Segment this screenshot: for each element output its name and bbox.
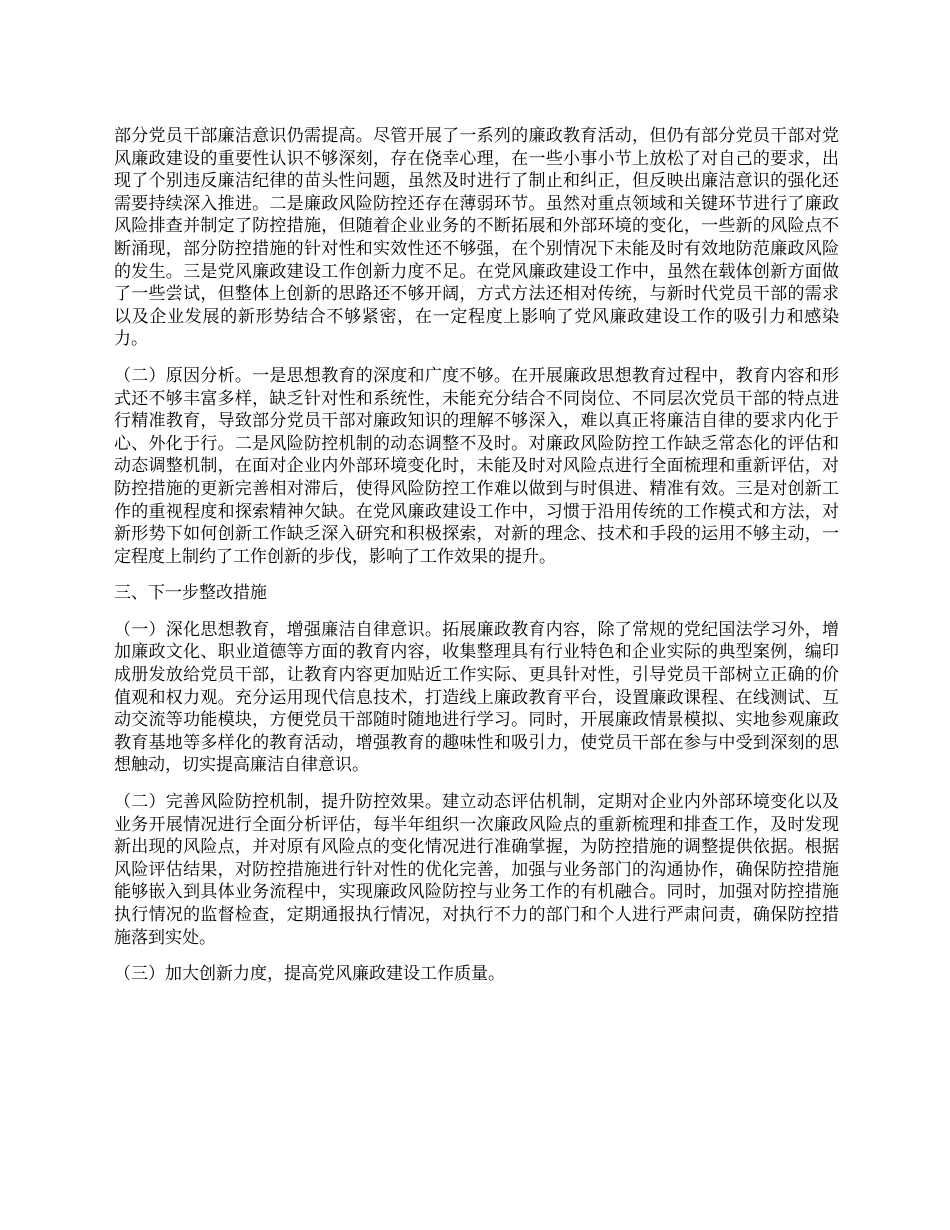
paragraph-cause-analysis: （二）原因分析。一是思想教育的深度和广度不够。在开展廉政思想教育过程中，教育内容和形式还不够丰富多样，缺乏针对性和系统性，未能充分结合不同岗位、不同层次党员干部的特点进行精准教育，导致部分党员干部对廉政知识的理解不够深入，难以真正将廉洁自律的要求内化于心、外化于行。二是风险防控机制的动态调整不及时。对廉政风险防控工作缺乏常态化的评估和动态调整机制，在面对企业内外部环境变化时，未能及时对风险点进行全面梳理和重新评估，对防控措施的更新完善相对滞后，使得风险防控工作难以做到与时俱进、精准有效。三是对创新工作的重视程度和探索精神欠缺。在党风廉政建设工作中，习惯于沿用传统的工作模式和方法，对新形势下如何创新工作缺乏深入研究和积极探索，对新的理念、技术和手段的运用不够主动，一定程度上制约了工作创新的步伐，影响了工作效果的提升。 (114, 365, 839, 567)
section-heading-next-steps: 三、下一步整改措施 (114, 583, 267, 604)
paragraph-risk-control: （二）完善风险防控机制，提升防控效果。建立动态评估机制，定期对企业内外部环境变化以及业务开展情况进行全面分析评估，每半年组织一次廉政风险点的重新梳理和排查工作，及时发现新出现的风险点，并对原有风险点的变化情况进行准确掌握，为防控措施的调整提供依据。根据风险评估结果，对防控措施进行针对性的优化完善，加强与业务部门的沟通协作，确保防控措施能够嵌入到具体业务流程中，实现廉政风险防控与业务工作的有机融合。同时，加强对防控措施执行情况的监督检查，定期通报执行情况，对执行不力的部门和个人进行严肃问责，确保防控措施落到实处。 (114, 792, 839, 948)
paragraph-deepen-education: （一）深化思想教育，增强廉洁自律意识。拓展廉政教育内容，除了常规的党纪国法学习外，增加廉政文化、职业道德等方面的教育内容，收集整理具有行业特色和企业实际的典型案例，编印成册发放给党员干部，让教育内容更加贴近工作实际、更具针对性，引导党员干部树立正确的价值观和权力观。充分运用现代信息技术，打造线上廉政教育平台，设置廉政课程、在线测试、互动交流等功能模块，方便党员干部随时随地进行学习。同时，开展廉政情景模拟、实地参观廉政教育基地等多样化的教育活动，增强教育的趣味性和吸引力，使党员干部在参与中受到深刻的思想触动，切实提高廉洁自律意识。 (114, 619, 839, 776)
paragraph-innovation: （三）加大创新力度，提高党风廉政建设工作质量。 (114, 964, 505, 985)
document-page (114, 125, 839, 1000)
paragraph-integrity-awareness: 部分党员干部廉洁意识仍需提高。尽管开展了一系列的廉政教育活动，但仍有部分党员干部对党风廉政建设的重要性认识不够深刻，存在侥幸心理，在一些小事小节上放松了对自己的要求，出现了个别违反廉洁纪律的苗头性问题，虽然及时进行了制止和纠正，但反映出廉洁意识的强化还需要持续深入推进。二是廉政风险防控还存在薄弱环节。虽然对重点领域和关键环节进行了廉政风险排查并制定了防控措施，但随着企业业务的不断拓展和外部环境的变化，一些新的风险点不断涌现，部分防控措施的针对性和实效性还不够强，在个别情况下未能及时有效地防范廉政风险的发生。三是党风廉政建设工作创新力度不足。在党风廉政建设工作中，虽然在载体创新方面做了一些尝试，但整体上创新的思路还不够开阔，方式方法还相对传统，与新时代党员干部的需求以及企业发展的新形势结合不够紧密，在一定程度上影响了党风廉政建设工作的吸引力和感染力。 (114, 126, 839, 350)
